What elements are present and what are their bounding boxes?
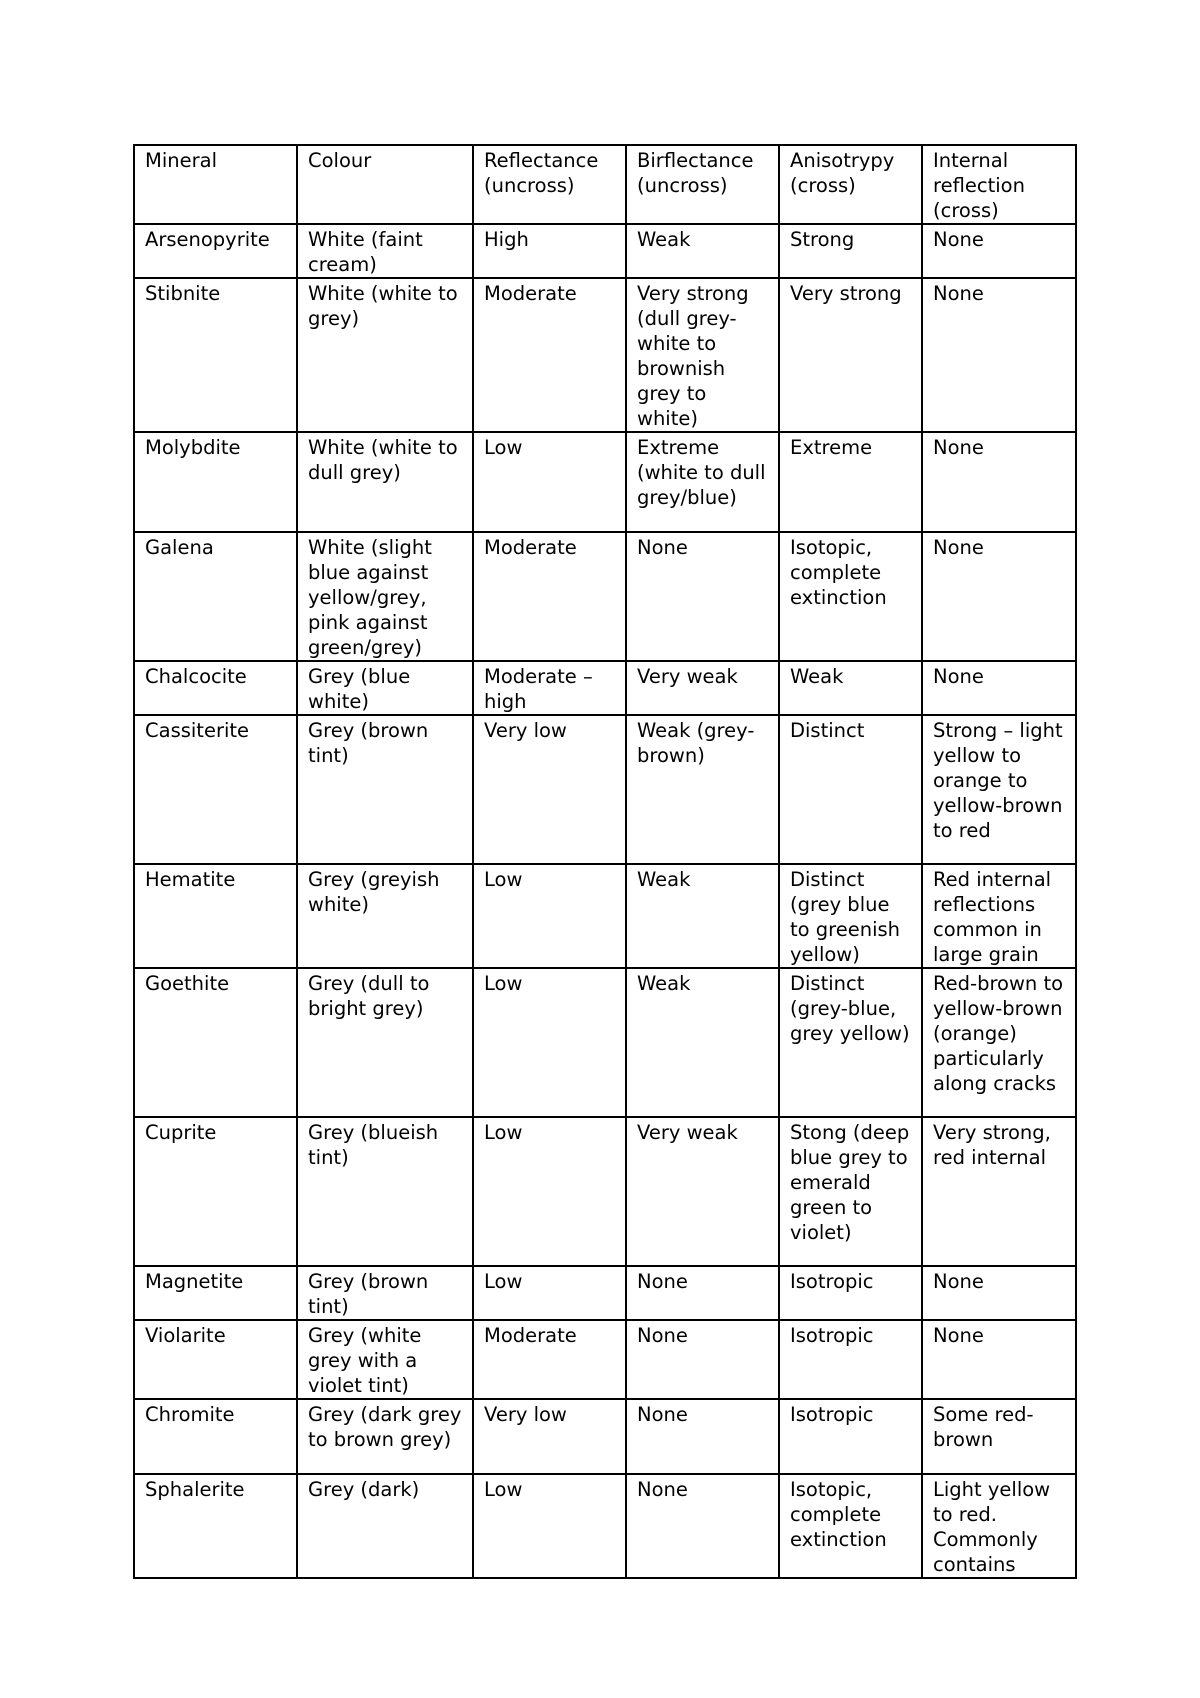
cell-birflectance: Weak (grey-brown) bbox=[626, 715, 779, 864]
cell-colour: Grey (blue white) bbox=[297, 661, 473, 715]
cell-reflectance: Low bbox=[473, 968, 626, 1117]
cell-birflectance: None bbox=[626, 532, 779, 661]
header-cell-internal-reflection: Internal reflection (cross) bbox=[922, 145, 1076, 224]
cell-reflectance: Moderate bbox=[473, 1320, 626, 1399]
cell-internal-reflection: None bbox=[922, 224, 1076, 278]
cell-internal-reflection: Some red-brown bbox=[922, 1399, 1076, 1474]
cell-reflectance: Moderate – high bbox=[473, 661, 626, 715]
cell-birflectance: Weak bbox=[626, 864, 779, 968]
header-cell-anisotropy: Anisotrypy (cross) bbox=[779, 145, 922, 224]
cell-mineral: Stibnite bbox=[134, 278, 297, 432]
cell-reflectance: Low bbox=[473, 864, 626, 968]
cell-internal-reflection: None bbox=[922, 1266, 1076, 1320]
header-cell-birflectance: Birflectance (uncross) bbox=[626, 145, 779, 224]
cell-internal-reflection: Very strong, red internal bbox=[922, 1117, 1076, 1266]
table-row bbox=[134, 1266, 1076, 1320]
cell-internal-reflection: Red internal reflections common in large grain bbox=[922, 864, 1076, 968]
cell-anisotropy: Distinct (grey blue to greenish yellow) bbox=[779, 864, 922, 968]
cell-anisotropy: Distinct (grey-blue, grey yellow) bbox=[779, 968, 922, 1117]
cell-mineral: Molybdite bbox=[134, 432, 297, 532]
cell-internal-reflection: None bbox=[922, 532, 1076, 661]
cell-internal-reflection: None bbox=[922, 661, 1076, 715]
cell-mineral: Sphalerite bbox=[134, 1474, 297, 1578]
cell-mineral: Chromite bbox=[134, 1399, 297, 1474]
cell-reflectance: Low bbox=[473, 432, 626, 532]
table-row bbox=[134, 715, 1076, 864]
cell-anisotropy: Isotropic bbox=[779, 1399, 922, 1474]
cell-reflectance: Very low bbox=[473, 1399, 626, 1474]
cell-birflectance: None bbox=[626, 1320, 779, 1399]
cell-reflectance: Moderate bbox=[473, 278, 626, 432]
cell-mineral: Cuprite bbox=[134, 1117, 297, 1266]
cell-birflectance: None bbox=[626, 1474, 779, 1578]
cell-anisotropy: Strong bbox=[779, 224, 922, 278]
cell-reflectance: Very low bbox=[473, 715, 626, 864]
cell-birflectance: Very weak bbox=[626, 661, 779, 715]
cell-mineral: Magnetite bbox=[134, 1266, 297, 1320]
cell-birflectance: None bbox=[626, 1266, 779, 1320]
cell-internal-reflection: Strong – light yellow to orange to yellow-brown to red bbox=[922, 715, 1076, 864]
mineral-properties-table bbox=[133, 144, 1077, 1579]
cell-anisotropy: Very strong bbox=[779, 278, 922, 432]
cell-birflectance: Extreme (white to dull grey/blue) bbox=[626, 432, 779, 532]
cell-colour: Grey (dark) bbox=[297, 1474, 473, 1578]
cell-colour: Grey (white grey with a violet tint) bbox=[297, 1320, 473, 1399]
cell-internal-reflection: None bbox=[922, 1320, 1076, 1399]
table-row bbox=[134, 532, 1076, 661]
cell-reflectance: Low bbox=[473, 1266, 626, 1320]
cell-anisotropy: Isotropic bbox=[779, 1266, 922, 1320]
cell-internal-reflection: None bbox=[922, 432, 1076, 532]
cell-anisotropy: Distinct bbox=[779, 715, 922, 864]
cell-colour: Grey (greyish white) bbox=[297, 864, 473, 968]
cell-colour: White (slight blue against yellow/grey, pink against green/grey) bbox=[297, 532, 473, 661]
cell-birflectance: Weak bbox=[626, 968, 779, 1117]
table-row bbox=[134, 1399, 1076, 1474]
cell-colour: White (faint cream) bbox=[297, 224, 473, 278]
cell-birflectance: Weak bbox=[626, 224, 779, 278]
cell-internal-reflection: Red-brown to yellow-brown (orange) particularly along cracks bbox=[922, 968, 1076, 1117]
table-row bbox=[134, 864, 1076, 968]
cell-anisotropy: Isotopic, complete extinction bbox=[779, 1474, 922, 1578]
table-row bbox=[134, 661, 1076, 715]
cell-mineral: Arsenopyrite bbox=[134, 224, 297, 278]
cell-mineral: Goethite bbox=[134, 968, 297, 1117]
cell-birflectance: Very strong (dull grey-white to brownish grey to white) bbox=[626, 278, 779, 432]
cell-reflectance: Moderate bbox=[473, 532, 626, 661]
cell-colour: Grey (blueish tint) bbox=[297, 1117, 473, 1266]
cell-colour: Grey (dark grey to brown grey) bbox=[297, 1399, 473, 1474]
cell-birflectance: None bbox=[626, 1399, 779, 1474]
cell-anisotropy: Isotropic bbox=[779, 1320, 922, 1399]
cell-birflectance: Very weak bbox=[626, 1117, 779, 1266]
header-cell-colour: Colour bbox=[297, 145, 473, 224]
header-cell-mineral: Mineral bbox=[134, 145, 297, 224]
cell-reflectance: High bbox=[473, 224, 626, 278]
table-row bbox=[134, 278, 1076, 432]
cell-anisotropy: Stong (deep blue grey to emerald green to violet) bbox=[779, 1117, 922, 1266]
cell-mineral: Hematite bbox=[134, 864, 297, 968]
cell-internal-reflection: None bbox=[922, 278, 1076, 432]
cell-colour: Grey (brown tint) bbox=[297, 715, 473, 864]
cell-anisotropy: Extreme bbox=[779, 432, 922, 532]
cell-mineral: Violarite bbox=[134, 1320, 297, 1399]
cell-colour: White (white to dull grey) bbox=[297, 432, 473, 532]
table-row bbox=[134, 1320, 1076, 1399]
cell-mineral: Chalcocite bbox=[134, 661, 297, 715]
cell-colour: Grey (dull to bright grey) bbox=[297, 968, 473, 1117]
table-row bbox=[134, 224, 1076, 278]
table-header-row bbox=[134, 145, 1076, 224]
table-row bbox=[134, 968, 1076, 1117]
cell-reflectance: Low bbox=[473, 1474, 626, 1578]
table-row bbox=[134, 1117, 1076, 1266]
cell-mineral: Galena bbox=[134, 532, 297, 661]
table-row bbox=[134, 1474, 1076, 1578]
cell-anisotropy: Isotopic, complete extinction bbox=[779, 532, 922, 661]
cell-reflectance: Low bbox=[473, 1117, 626, 1266]
table-row bbox=[134, 432, 1076, 532]
cell-internal-reflection: Light yellow to red. Commonly contains bbox=[922, 1474, 1076, 1578]
cell-anisotropy: Weak bbox=[779, 661, 922, 715]
cell-colour: White (white to grey) bbox=[297, 278, 473, 432]
header-cell-reflectance: Reflectance (uncross) bbox=[473, 145, 626, 224]
cell-mineral: Cassiterite bbox=[134, 715, 297, 864]
cell-colour: Grey (brown tint) bbox=[297, 1266, 473, 1320]
